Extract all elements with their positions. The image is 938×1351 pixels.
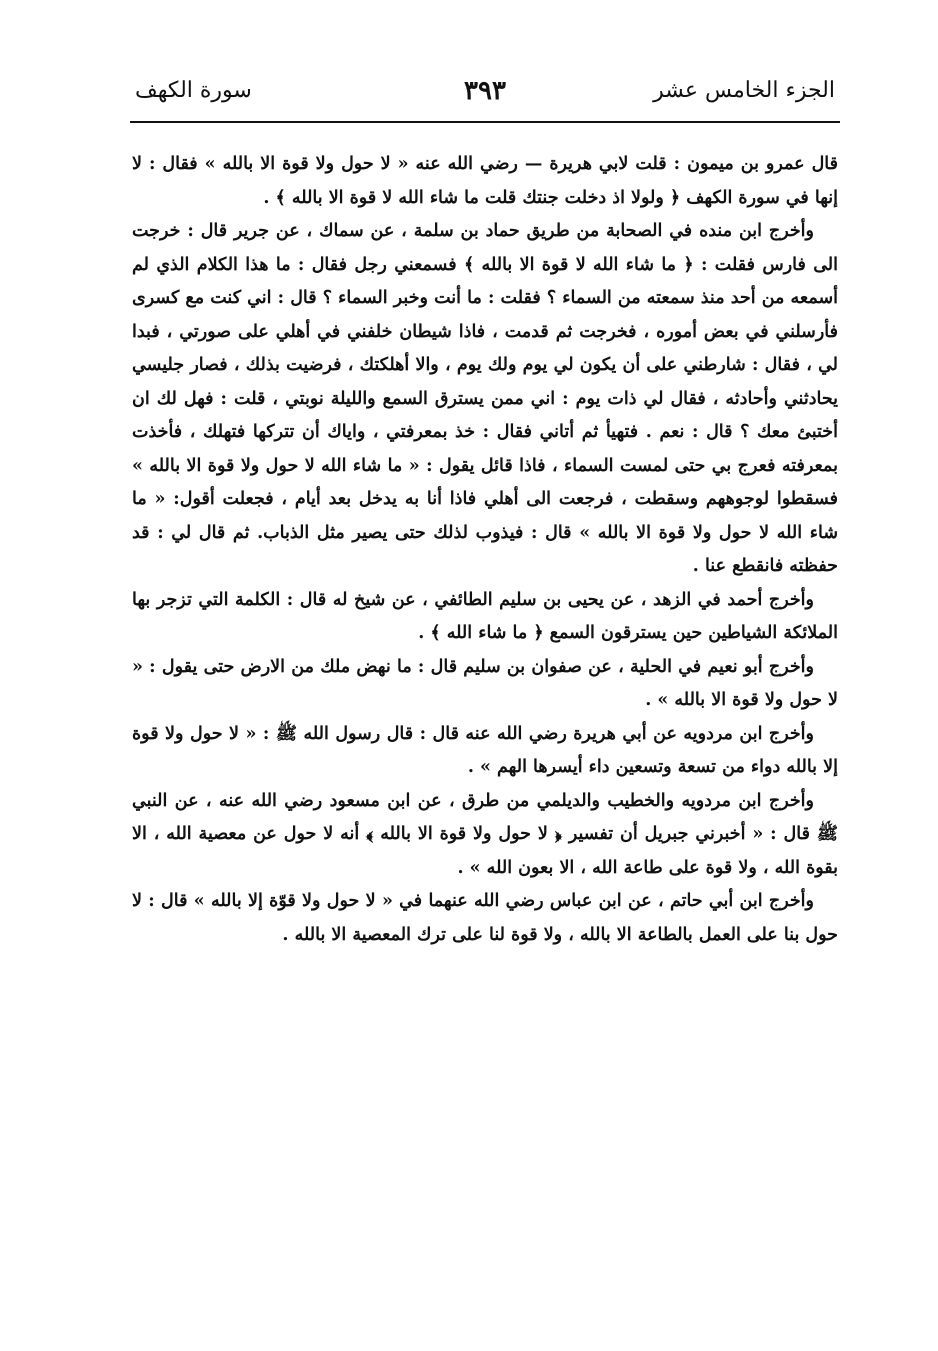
paragraph: وأخرج ابن أبي حاتم ، عن ابن عباس رضي الله عنهما في « لا حول ولا قوّة إلا بالله » قال : لا حول بنا على العمل بالطاعة الا بالله ، ولا قوة لنا على ترك المعصية الا بالله . [132, 891, 838, 945]
running-header [135, 68, 835, 112]
paragraph: وأخرج ابن مردويه عن أبي هريرة رضي الله عنه قال : قال رسول الله ﷺ : « لا حول ولا قوة إلا بالله دواء من تسعة وتسعين داء أيسرها الهم » . [132, 723, 838, 777]
part-title: الجزء الخامس عشر [653, 78, 835, 103]
header-rule [130, 121, 840, 123]
paragraph: وأخرج أبو نعيم في الحلية ، عن صفوان بن سليم قال : ما نهض ملك من الارض حتى يقول : « لا حول ولا قوة الا بالله » . [132, 656, 838, 710]
paragraph: وأخرج ابن مردويه والخطيب والديلمي من طرق ، عن ابن مسعود رضي الله عنه ، عن النبي ﷺ قال : « أخبرني جبريل أن تفسير ﴿ لا حول ولا قوة الا بالله ﴾ أنه لا حول عن معصية الله ، الا بقوة الله ، ولا قوة على طاعة الله ، الا بعون الله » . [132, 790, 838, 878]
paragraph: وأخرج أحمد في الزهد ، عن يحيى بن سليم الطائفي ، عن شيخ له قال : الكلمة التي تزجر بها الملائكة الشياطين حين يسترقون السمع ﴿ ما شاء الله ﴾ . [132, 589, 838, 643]
surah-title: سورة الكهف [135, 78, 252, 103]
paragraph: قال عمرو بن ميمون : قلت لابي هريرة — رضي الله عنه « لا حول ولا قوة الا بالله » فقال : لا إنها في سورة الكهف ﴿ ولولا اذ دخلت جنتك قلت ما شاء الله لا قوة الا بالله ﴾ . [132, 154, 838, 208]
page-number: ٣٩٣ [464, 76, 506, 106]
paragraph: وأخرج ابن منده في الصحابة من طريق حماد بن سلمة ، عن سماك ، عن جرير قال : خرجت الى فارس فقلت : ﴿ ما شاء الله لا قوة الا بالله ﴾ فسمعني رجل فقال : ما هذا الكلام الذي لم أسمعه من أحد منذ سمعته من السماء ؟ فقلت : ما أنت وخبر السماء ؟ قال : اني كنت مع كسرى فأرسلني في بعض أموره ، فخرجت ثم قدمت ، فاذا شيطان خلفني في أهلي على صورتي ، فبدا لي ، فقال : شارطني على أن يكون لي يوم ولك يوم ، والا أهلكتك ، فرضيت بذلك ، فصار جليسي يحادثني وأحادثه ، فقال لي ذات يوم : اني ممن يسترق السمع والليلة نوبتي ، قلت : فهل لك ان أختبئ معك ؟ قال : نعم . فتهيأ ثم أتاني فقال : خذ بمعرفتي ، واياك أن تتركها فتهلك ، فأخذت بمعرفته فعرج بي حتى لمست السماء ، فاذا قائل يقول : « ما شاء الله لا حول ولا قوة الا بالله » فسقطوا لوجوههم وسقطت ، فرجعت الى أهلي فاذا أنا به يدخل بعد أيام ، فجعلت أقول: « ما شاء الله لا حول ولا قوة الا بالله » قال : فيذوب لذلك حتى يصير مثل الذباب. ثم قال لي : قد حفظته فانقطع عنا . [132, 221, 838, 576]
page-body [132, 148, 838, 952]
